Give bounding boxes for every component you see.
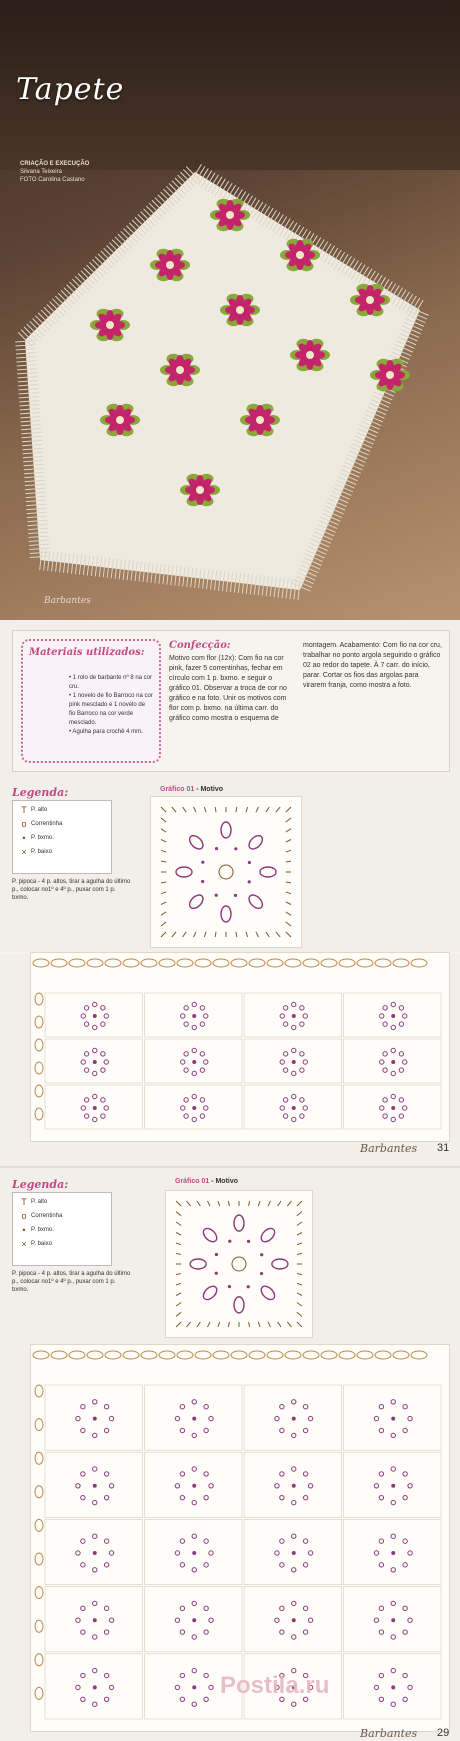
credits: CRIAÇÃO E EXECUÇÃO Silvana Teixeira FOTO Carolina Castano [20, 161, 90, 183]
instructions-col-1 [169, 641, 293, 724]
site-watermark: Postila.ru [220, 1672, 330, 1699]
photo-watermark: Barbantes [44, 596, 91, 606]
instructions-text-2: montagem. Acabamento: Com fio na cor cru, trabalhar no ponto argola seguindo o gráfico 02 ao redor do tapete. À 7 carr. do início, parar. Cortar os fios das argolas para virarem franja, como mostra a foto. [303, 642, 442, 689]
legend-item: × P. baixo [21, 847, 52, 857]
legend-item: o Correntinha [21, 819, 63, 829]
page-number: 31 [437, 1142, 450, 1154]
legend-heading: Legenda: [12, 786, 69, 799]
materials-heading: Materiais utilizados: [29, 647, 145, 658]
chart-02-title: Gráfico 02 - Acabamen- to ao redor do tapete [170, 962, 248, 976]
instructions-panel [12, 630, 450, 772]
legend-box [12, 800, 112, 874]
material-item: • Agulha para crochê 4 mm. [69, 729, 143, 735]
material-item: • 1 rolo de barbante nº 8 na cor cru. [69, 675, 153, 690]
chart-01-motif-repeat [165, 1190, 313, 1338]
instructions-text-1: Motivo com flor (12x): Com fio na cor pink, fazer 5 correntinhas, fechar em círculo com 1 p. bxmo. e seguir o gráfico 01. Observar a troca de cor no gráfico e na foto. Unir os motivos com flor com p. bxmo. na última carr. do gráfico como mostra o esquema de [169, 655, 287, 722]
instructions-col-2 [303, 641, 443, 691]
rug-photo [0, 0, 460, 620]
materials-box [21, 639, 161, 763]
page-title: Tapete [16, 72, 125, 107]
instructions-heading: Confecção: [169, 640, 231, 651]
chart-01-motif [150, 796, 302, 948]
chart-01-title: Gráfico 01 - Motivo [160, 786, 224, 793]
legend [12, 786, 132, 908]
legend-item: T P. alto [21, 805, 48, 815]
brand-label: Barbantes [360, 1142, 418, 1155]
legend-item: • P. bxmo. [22, 833, 54, 843]
chart-02-title-repeat: Gráfico 02 - Acabamen- to ao redor do tapete [170, 1354, 248, 1368]
legend-repeat: Legenda: T P. alto o Correntinha • P. bxmo. × P. baixo P. pipoca - 4 p. altos, tirar a agulha do último p., colocar no1º e 4º p., puxar com 1 p. bxmo. [12, 1178, 131, 1293]
brand-label-repeat: Barbantes [360, 1727, 418, 1740]
legend-pipoca: P. pipoca - 4 p. altos, tirar a agulha do último p., colocar no1º e 4º p., puxar com 1 p. bxmo. [12, 879, 131, 901]
chart-01-title-repeat: Gráfico 01 - Motivo [175, 1178, 239, 1185]
chart-02-assembly [30, 952, 450, 1142]
material-item: • 1 novelo de fio Barroco na cor pink mesclado e 1 novelo de fio Barroco na cor verde mesclado. [69, 693, 153, 726]
page-number-repeat: 29 [437, 1727, 450, 1739]
